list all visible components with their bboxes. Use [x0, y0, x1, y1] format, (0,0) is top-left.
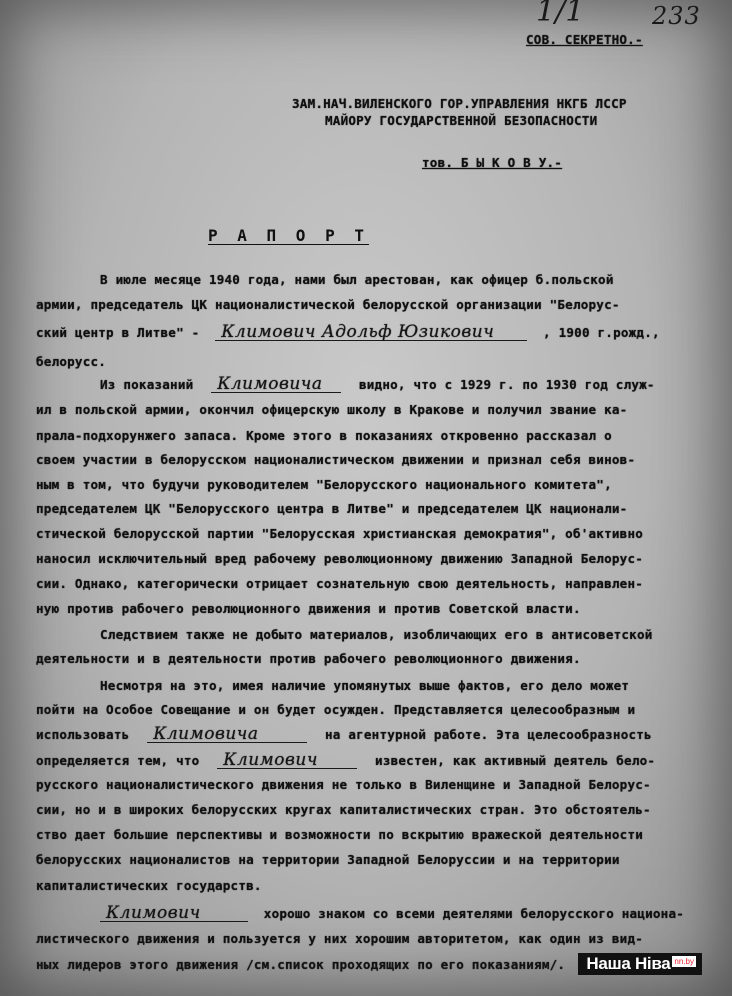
corner-scrawl: 1/1 [536, 0, 585, 29]
body-text: известен, как активный деятель бело- [375, 753, 656, 768]
body-line: листического движения и пользуется у них хорошим авторитетом, как один из вид- [36, 931, 644, 946]
watermark-logo [578, 953, 702, 975]
body-line: пойти на Особое Совещание и он будет осужден. Представляется целесообразным и [36, 702, 636, 717]
body-line: Следствием также не добыто материалов, изобличающих его в антисоветской [100, 627, 653, 642]
handwritten-name: Климовича [147, 726, 307, 743]
body-line: прала-подхорунжего запаса. Кроме этого в показаниях откровенно рассказал о [36, 428, 612, 443]
body-line: белорусс. [36, 354, 107, 369]
body-line: русского националистического движения не только в Виленщине и Западной Белорус- [36, 777, 651, 792]
body-line: стической белорусской партии "Белорусская христианская демократия", об'активно [36, 526, 644, 541]
body-line: В июле месяце 1940 года, нами был арестован, как офицер б.польской [100, 272, 614, 287]
body-text: Из показаний [100, 377, 194, 392]
body-text: хорошо знаком со всеми деятелями белорусского национа- [263, 906, 685, 921]
body-text: видно, что с 1929 г. по 1930 год служ- [358, 377, 655, 392]
body-text: определяется тем, что [36, 753, 200, 768]
body-line: ным в том, что будучи руководителем "Белорусского национального комитета", [36, 477, 612, 492]
body-line [36, 752, 655, 769]
body-line: председателем ЦК "Белорусского центра в Литве" и председателем ЦК национали- [36, 501, 628, 516]
body-line: ил в польской армии, окончил офицерскую школу в Кракове и получил звание ка- [36, 402, 628, 417]
handwritten-name: Климовича [211, 376, 341, 393]
body-line [36, 324, 660, 341]
addressee-line-2: МАЙОРУ ГОСУДАРСТВЕННОЙ БЕЗОПАСНОСТИ [325, 113, 598, 128]
body-line: ную против рабочего революционного движения и против Советской власти. [36, 601, 581, 616]
body-text: на агентурной работе. Эта целесообразность [324, 727, 652, 742]
body-line: своем участии в белорусском националистическом движении и признал себя винов- [36, 452, 636, 467]
body-line: армии, председатель ЦК националистической белорусской организации "Белорус- [36, 297, 620, 312]
watermark-domain: nn.by [674, 956, 694, 966]
body-line [100, 376, 655, 393]
handwritten-name: Климович [100, 905, 248, 922]
handwritten-name: Климович Адольф Юзикович [215, 324, 527, 341]
body-line: деятельности и в деятельности против рабочего революционного движения. [36, 651, 581, 666]
body-line: ство дает большие перспективы и возможности по вскрытию вражеской деятельности [36, 827, 644, 842]
body-line: капиталистических государств. [36, 878, 262, 893]
body-text: использовать [36, 727, 130, 742]
page-number: 233 [652, 2, 701, 30]
body-text: , 1900 г.рожд., [543, 325, 660, 340]
addressee-line-1: ЗАМ.НАЧ.ВИЛЕНСКОГО ГОР.УПРАВЛЕНИЯ НКГБ ЛССР [292, 96, 627, 111]
body-line: сии, но и в широких белорусских кругах капиталистических стран. Это обстоятель- [36, 802, 651, 817]
classification-stamp: СОВ. СЕКРЕТНО.- [526, 32, 643, 47]
body-line [36, 726, 652, 743]
body-line: белорусских националистов на территории Западной Белоруссии и на территории [36, 852, 620, 867]
addressee-line-3: тов. Б Ы К О В У.- [422, 155, 563, 170]
body-line [100, 905, 684, 922]
body-line: Несмотря на это, имея наличие упомянутых выше фактов, его дело может [100, 678, 630, 693]
body-line: наносил исключительный вред рабочему революционному движению Западной Белорус- [36, 551, 644, 566]
watermark-name: Наша Ніва [586, 954, 671, 973]
document-title: Р А П О Р Т [208, 226, 369, 245]
body-text: ский центр в Литве" - [36, 325, 200, 340]
body-line: ных лидеров этого движения /см.список проходящих по его показаниям/. [36, 957, 566, 972]
handwritten-name: Климович [217, 752, 357, 769]
body-line: сии. Однако, категорически отрицает сознательную свою деятельность, направлен- [36, 576, 644, 591]
